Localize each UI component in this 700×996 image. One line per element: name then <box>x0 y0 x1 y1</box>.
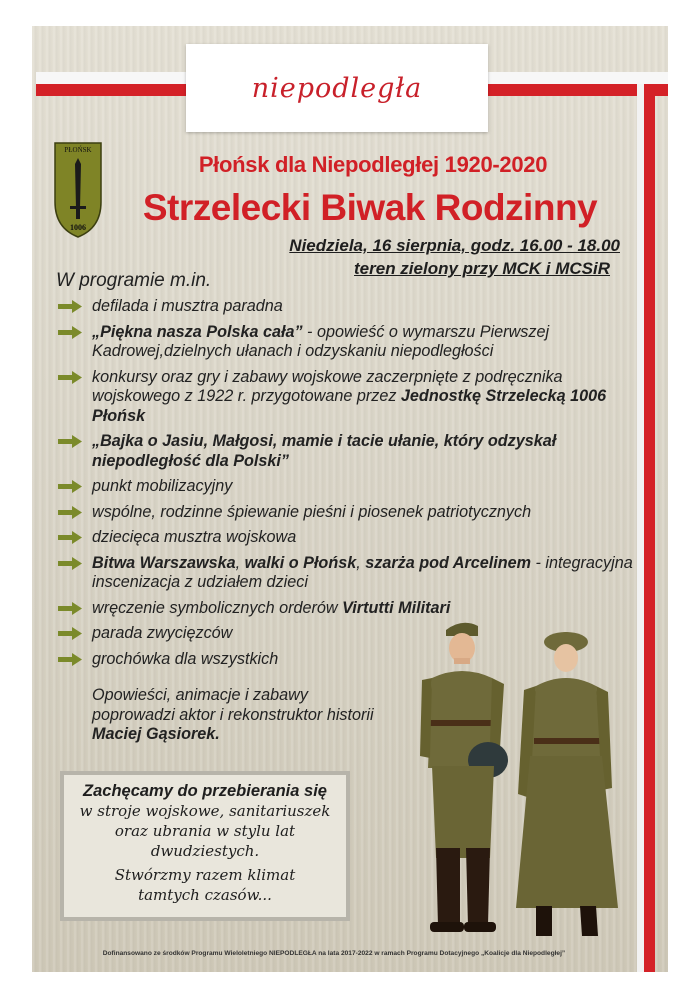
event-date: Niedziela, 16 sierpnia, godz. 16.00 - 18.00 <box>289 236 620 255</box>
plonsk-crest-icon <box>54 142 102 238</box>
crest-year: 1006 <box>70 223 86 232</box>
bullet-arrow-icon <box>58 531 82 544</box>
female-soldier <box>516 632 618 936</box>
program-item-text: wręczenie symbolicznych orderów <box>92 598 343 617</box>
funding-footer: Dofinansowano ze środków Programu Wieloletniego NIEPODLEGŁA na lata 2017-2022 w ramach Programu Dotacyjnego „Koalicje dla Niepodległej” <box>102 950 566 957</box>
program-item-bold: szarża pod Arcelinem <box>365 553 532 572</box>
invite-line: dwudziestych. <box>150 842 260 860</box>
bullet-arrow-icon <box>58 326 82 339</box>
closing-text: Opowieści, animacje i zabawy poprowadzi aktor i rekonstruktor historii <box>92 686 374 724</box>
program-item <box>58 528 638 548</box>
bullet-arrow-icon <box>58 602 82 615</box>
invite-line: w stroje wojskowe, sanitariuszek <box>79 802 331 820</box>
side-stripe-white <box>637 84 644 972</box>
program-item-text: , <box>356 553 366 572</box>
bullet-arrow-icon <box>58 627 82 640</box>
crest-city: PŁOŃSK <box>64 146 92 154</box>
bullet-arrow-icon <box>58 480 82 493</box>
closing-name: Maciej Gąsiorek. <box>92 725 220 743</box>
program-item-text: konkursy oraz gry i zabawy wojskowe zaczerpnięte z podręcznika wojskowego z 1922 r. przygotowane przez <box>92 367 563 405</box>
program-item <box>58 323 638 362</box>
bullet-arrow-icon <box>58 557 82 570</box>
program-item-text: parada zwycięzców <box>92 624 233 642</box>
event-subtitle: Płońsk dla Niepodległej 1920-2020 <box>198 152 548 177</box>
niepodlegla-logo <box>186 44 488 132</box>
invite-line: tamtych czasów... <box>138 886 272 904</box>
bullet-arrow-icon <box>58 300 82 313</box>
program-item-text: - integracyjna inscenizacja z udziałem dzieci <box>92 553 633 591</box>
program-item-text: wspólne, rodzinne śpiewanie pieśni i piosenek patriotycznych <box>92 502 532 521</box>
program-item-text: punkt mobilizacyjny <box>92 477 233 495</box>
program-item-bold: walki o Płońsk <box>244 553 357 572</box>
program-item-text: - opowieść o wymarszu Pierwszej Kadrowej,dzielnych ułanach i odzyskaniu niepodległości <box>92 322 550 360</box>
program-item-bold: „Piękna nasza Polska cała” <box>92 322 303 341</box>
male-soldier <box>420 623 508 932</box>
program-item <box>58 432 638 471</box>
side-stripe-red <box>644 84 655 972</box>
program-item <box>58 368 638 427</box>
invite-box <box>60 771 350 921</box>
logo-text: niepodległa <box>251 72 423 104</box>
invite-line: Stwórzmy razem klimat <box>114 866 296 884</box>
program-heading: W programie m.in. <box>56 270 212 291</box>
program-item-bold: Jednostkę Strzelecką 1006 Płońsk <box>92 387 607 425</box>
closing-note <box>92 686 392 745</box>
soldiers-illustration <box>418 608 626 950</box>
program-item <box>58 503 638 523</box>
event-title: Strzelecki Biwak Rodzinny <box>142 187 598 228</box>
invite-line: oraz ubrania w stylu lat <box>114 822 296 840</box>
program-item <box>58 554 638 593</box>
event-place: teren zielony przy MCK i MCSiR <box>354 259 610 278</box>
bullet-arrow-icon <box>58 435 82 448</box>
bullet-arrow-icon <box>58 371 82 384</box>
program-item <box>58 477 638 497</box>
bullet-arrow-icon <box>58 506 82 519</box>
program-item-bold: Bitwa Warszawska <box>92 553 236 572</box>
program-item-bold: „Bajka o Jasiu, Małgosi, mamie i tacie ułanie, który odzyskał niepodległość dla Polski” <box>92 432 557 470</box>
program-item-text: grochówka dla wszystkich <box>92 649 279 668</box>
invite-heading: Zachęcamy do przebierania się <box>83 782 327 800</box>
program-item-text: dziecięca musztra wojskowa <box>92 528 297 546</box>
program-item-text: , <box>235 553 245 572</box>
program-item: defilada i musztra paradna <box>58 297 638 317</box>
bullet-arrow-icon <box>58 653 82 666</box>
program-item-bold: Virtutti Militari <box>342 598 451 617</box>
